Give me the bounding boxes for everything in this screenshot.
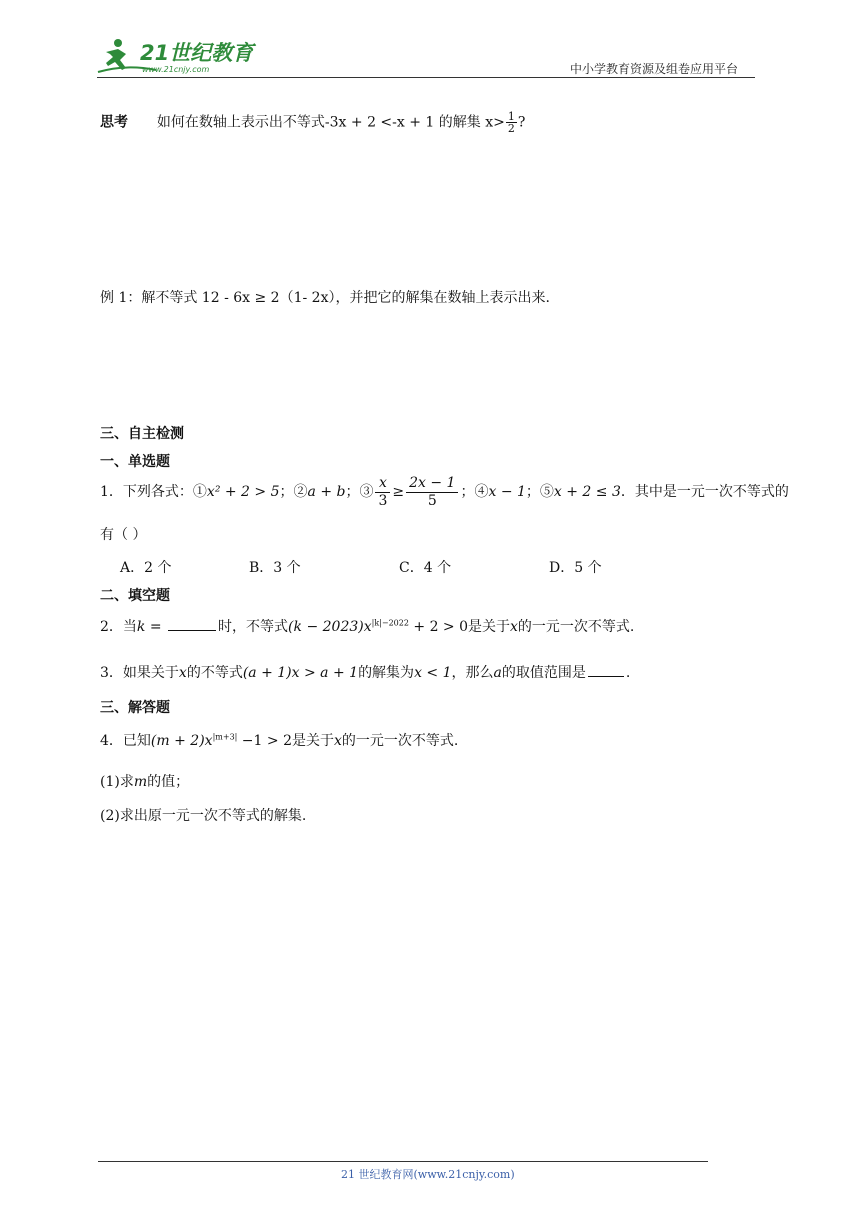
question-4: 4．已知$(m + 2)x^{|m+3|} -1 > 2$是关于x的一元一次不等式. — [100, 732, 459, 749]
question-4-part-1: (1)求m的值； — [100, 774, 190, 790]
think-text: 如何在数轴上表示出不等式-3x + 2 <-x + 1 的解集 x> — [156, 114, 505, 131]
question-2: 2．当k = 时，不等式$(k - 2023)x^{|k|-2022} + 2 > 0$是关于x的一元一次不等式. — [100, 618, 635, 635]
question-3: 3．如果关于x的不等式(a + 1)x > a + 1的解集为x < 1，那么a的取值范围是 . — [100, 665, 631, 681]
think-fraction: $\frac{1}{2}$ — [507, 110, 515, 135]
footer-divider — [98, 1161, 708, 1162]
site-logo — [96, 36, 266, 76]
option-a: A．2 个 — [120, 560, 172, 576]
question-1-line2: 有（ ） — [100, 527, 147, 543]
question-4-part-2: (2)求出原一元一次不等式的解集. — [100, 808, 307, 824]
section-answer: 三、解答题 — [100, 700, 170, 716]
q1-fraction-1: $\frac{x}{3}$ — [375, 475, 390, 510]
svg-text:21世纪教育: 21世纪教育 — [140, 41, 254, 65]
option-c: C．4 个 — [399, 560, 452, 576]
header-divider — [97, 77, 755, 78]
section-single-choice: 一、单选题 — [100, 454, 170, 470]
option-b: B．3 个 — [249, 560, 301, 576]
q3-blank — [588, 675, 624, 677]
question-1: 1．下列各式：①x² + 2 > 5；②a + b；③ $\frac{x}{3}$ ≥ $\frac{2x - 1}{5}$ ；④x − 1；⑤x + 2 ≤ 3．其中是一元一次不等式的 — [100, 474, 789, 509]
q2-blank — [168, 629, 216, 631]
think-line: 思考 如何在数轴上表示出不等式-3x + 2 <-x + 1 的解集 x> $\frac{1}{2}$ ? — [100, 110, 526, 135]
footer-link[interactable]: 21 世纪教育网(www.21cnjy.com) — [341, 1168, 515, 1181]
section-self-check: 三、自主检测 — [100, 426, 184, 442]
site-name: 中小学教育资源及组卷应用平台 — [570, 62, 739, 76]
svg-text:www.21cnjy.com: www.21cnjy.com — [142, 65, 210, 74]
q1-fraction-2: $\frac{2x - 1}{5}$ — [406, 475, 458, 510]
section-fill-blank: 二、填空题 — [100, 588, 170, 604]
option-d: D．5 个 — [549, 560, 602, 576]
runner-logo-icon — [96, 36, 266, 76]
example-1: 例 1：解不等式 12 - 6x ≥ 2（1- 2x），并把它的解集在数轴上表示出来. — [100, 290, 550, 306]
think-label: 思考 — [100, 114, 128, 131]
